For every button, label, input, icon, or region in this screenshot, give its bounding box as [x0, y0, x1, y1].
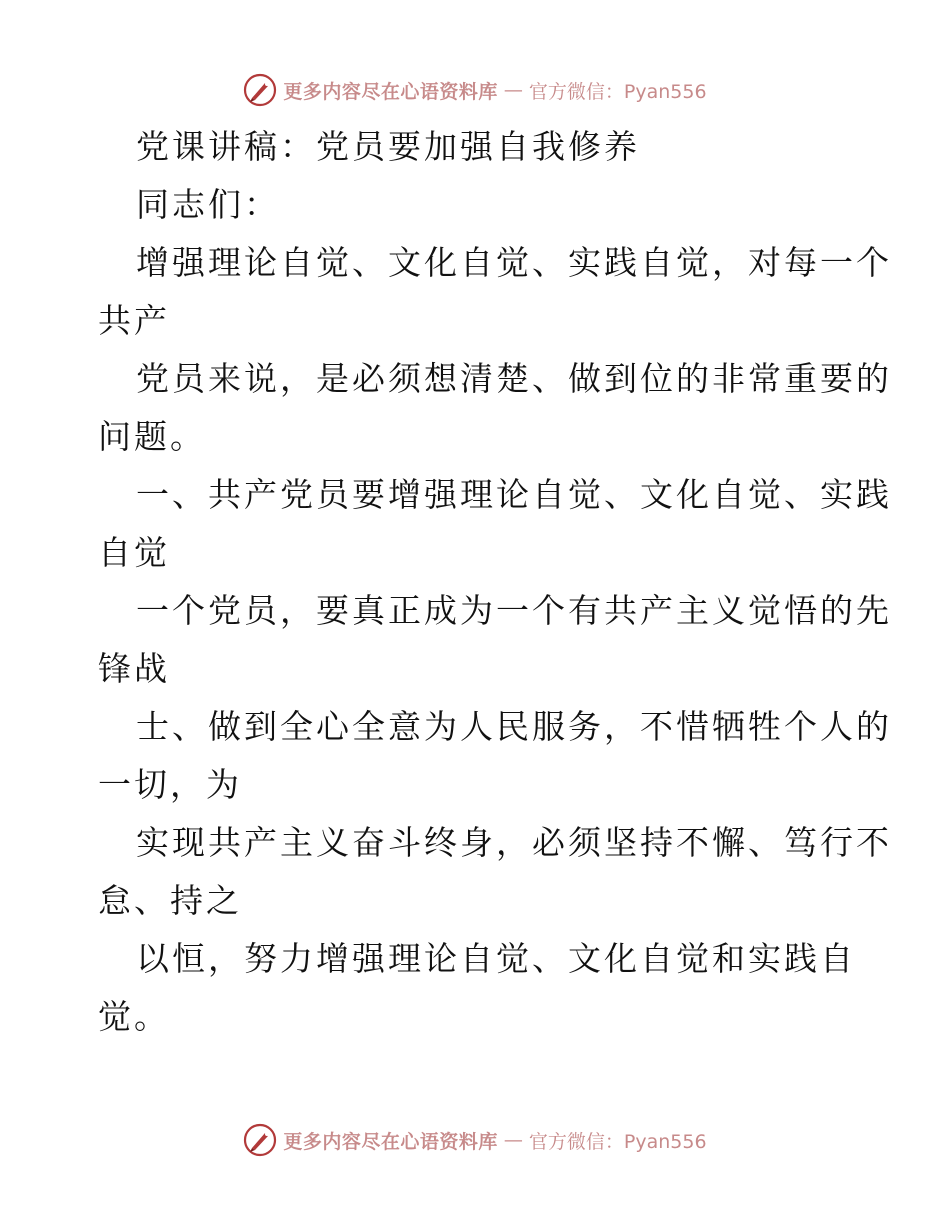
- body-line: 增强理论自觉、文化自觉、实践自觉，对每一个: [136, 243, 892, 282]
- body-line: 共产: [98, 301, 170, 340]
- banner-text: 更多内容尽在心语资料库: [283, 80, 498, 103]
- document-title: 党课讲稿：党员要加强自我修养: [136, 127, 640, 166]
- pen-logo-icon: [243, 73, 277, 107]
- banner-separator: —: [503, 1129, 523, 1151]
- banner-separator: —: [503, 79, 523, 101]
- pen-logo-icon: [243, 1123, 277, 1157]
- banner-wechat: 官方微信：Pyan556: [528, 1130, 707, 1153]
- body-line: 一、共产党员要增强理论自觉、文化自觉、实践: [136, 475, 892, 514]
- greeting: 同志们：: [136, 185, 280, 224]
- body-line: 锋战: [98, 649, 170, 688]
- footer-banner: [0, 1120, 950, 1160]
- body-lines: [98, 234, 892, 1046]
- body-line: 党员来说，是必须想清楚、做到位的非常重要的: [136, 359, 892, 398]
- body-line: 自觉: [98, 533, 170, 572]
- body-line: 怠、持之: [98, 881, 242, 920]
- banner-wechat: 官方微信：Pyan556: [528, 80, 707, 103]
- body-line: 一个党员，要真正成为一个有共产主义觉悟的先: [136, 591, 892, 630]
- body-line: 问题。: [98, 417, 206, 456]
- document-body: [98, 118, 892, 1046]
- body-line: 实现共产主义奋斗终身，必须坚持不懈、笃行不: [136, 823, 892, 862]
- body-line: 士、做到全心全意为人民服务，不惜牺牲个人的: [136, 707, 892, 746]
- banner-text: 更多内容尽在心语资料库: [283, 1130, 498, 1153]
- header-banner: [0, 70, 950, 110]
- body-line: 以恒，努力增强理论自觉、文化自觉和实践自: [136, 939, 856, 978]
- body-line: 一切，为: [98, 765, 242, 804]
- body-line: 觉。: [98, 997, 170, 1036]
